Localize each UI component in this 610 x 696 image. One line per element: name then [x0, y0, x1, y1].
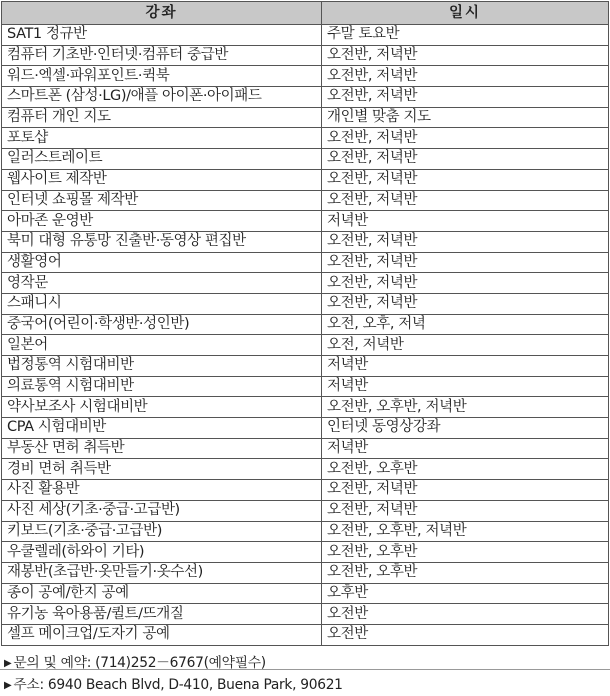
schedule-cell: 오전반, 저녁반	[322, 45, 609, 66]
course-cell: 법정통역 시험대비반	[2, 356, 322, 377]
course-cell: 스마트폰 (삼성·LG)/애플 아이폰·아이패드	[2, 87, 322, 108]
schedule-cell: 저녁반	[322, 376, 609, 397]
table-row	[2, 87, 609, 108]
table-row	[2, 521, 609, 542]
schedule-cell: 오전반, 저녁반	[322, 480, 609, 501]
course-cell: 사진 세상(기초·중급·고급반)	[2, 500, 322, 521]
schedule-cell: 주말 토요반	[322, 25, 609, 46]
schedule-cell: 오전반, 저녁반	[322, 500, 609, 521]
table-row	[2, 149, 609, 170]
table-row	[2, 273, 609, 294]
table-row	[2, 190, 609, 211]
schedule-cell: 오후반	[322, 583, 609, 604]
table-row	[2, 500, 609, 521]
table-row	[2, 107, 609, 128]
course-cell: CPA 시험대비반	[2, 418, 322, 439]
course-cell: 북미 대형 유통망 진출반·동영상 편집반	[2, 231, 322, 252]
class-schedule-table	[1, 1, 609, 646]
table-row	[2, 418, 609, 439]
table-row	[2, 397, 609, 418]
table-row	[2, 624, 609, 645]
schedule-cell: 오전반	[322, 604, 609, 625]
table-row	[2, 314, 609, 335]
course-cell: 영작문	[2, 273, 322, 294]
triangle-marker-icon: ▶	[4, 658, 12, 669]
header-schedule: 일시	[322, 2, 609, 25]
schedule-cell: 오전반, 오후반	[322, 459, 609, 480]
table-row	[2, 45, 609, 66]
course-cell: 웹사이트 제작반	[2, 169, 322, 190]
schedule-cell: 오전반, 저녁반	[322, 293, 609, 314]
schedule-cell: 오전반, 저녁반	[322, 252, 609, 273]
schedule-cell: 오전반, 저녁반	[322, 273, 609, 294]
course-cell: 의료통역 시험대비반	[2, 376, 322, 397]
schedule-cell: 오전반, 오후반, 저녁반	[322, 521, 609, 542]
contact-text: 문의 및 예약: (714)252－6767(예약필수)	[13, 655, 266, 671]
table-row	[2, 604, 609, 625]
table-row	[2, 25, 609, 46]
table-row	[2, 459, 609, 480]
course-cell: 워드·엑셀·파워포인트·퀵북	[2, 66, 322, 87]
schedule-cell: 오전반, 저녁반	[322, 66, 609, 87]
schedule-cell: 오전반	[322, 624, 609, 645]
address-line	[4, 673, 343, 693]
course-cell: 셀프 메이크업/도자기 공예	[2, 624, 322, 645]
table-row	[2, 128, 609, 149]
table-body	[2, 25, 609, 646]
table-row	[2, 293, 609, 314]
schedule-cell: 저녁반	[322, 356, 609, 377]
course-cell: 사진 활용반	[2, 480, 322, 501]
table-row	[2, 583, 609, 604]
triangle-marker-icon: ▶	[4, 680, 12, 691]
table-row	[2, 231, 609, 252]
course-cell: 유기농 육아용품/퀼트/뜨개질	[2, 604, 322, 625]
course-cell: 스패니시	[2, 293, 322, 314]
course-cell: 컴퓨터 기초반·인터넷·컴퓨터 중급반	[2, 45, 322, 66]
schedule-cell: 저녁반	[322, 438, 609, 459]
course-cell: 일러스트레이트	[2, 149, 322, 170]
course-cell: 중국어(어린이·학생반·성인반)	[2, 314, 322, 335]
schedule-cell: 오전반, 오후반	[322, 542, 609, 563]
table-row	[2, 66, 609, 87]
schedule-cell: 오전반, 저녁반	[322, 87, 609, 108]
address-text: 주소: 6940 Beach Blvd, D-410, Buena Park, 90621	[13, 677, 343, 693]
course-cell: 종이 공예/한지 공예	[2, 583, 322, 604]
table-row	[2, 211, 609, 232]
footer-divider	[0, 669, 610, 670]
course-cell: 일본어	[2, 335, 322, 356]
schedule-cell: 인터넷 동영상강좌	[322, 418, 609, 439]
schedule-cell: 오전, 저녁반	[322, 335, 609, 356]
schedule-cell: 오전반, 저녁반	[322, 149, 609, 170]
course-cell: 아마존 운영반	[2, 211, 322, 232]
course-cell: 생활영어	[2, 252, 322, 273]
table-row	[2, 335, 609, 356]
table-row	[2, 438, 609, 459]
course-cell: SAT1 정규반	[2, 25, 322, 46]
schedule-cell: 오전반, 저녁반	[322, 231, 609, 252]
schedule-cell: 오전반, 오후반	[322, 562, 609, 583]
table-header-row	[2, 2, 609, 25]
table-row	[2, 376, 609, 397]
course-cell: 포토샵	[2, 128, 322, 149]
course-cell: 부동산 면허 취득반	[2, 438, 322, 459]
table-row	[2, 562, 609, 583]
table-row	[2, 252, 609, 273]
table-row	[2, 542, 609, 563]
schedule-cell: 저녁반	[322, 211, 609, 232]
course-cell: 인터넷 쇼핑몰 제작반	[2, 190, 322, 211]
table-row	[2, 356, 609, 377]
contact-line	[4, 651, 266, 671]
course-cell: 경비 면허 취득반	[2, 459, 322, 480]
table-row	[2, 480, 609, 501]
course-cell: 재봉반(초급반·옷만들기·옷수선)	[2, 562, 322, 583]
table-row	[2, 169, 609, 190]
schedule-cell: 오전반, 저녁반	[322, 169, 609, 190]
schedule-cell: 오전반, 저녁반	[322, 190, 609, 211]
schedule-cell: 오전반, 오후반, 저녁반	[322, 397, 609, 418]
schedule-cell: 오전반, 저녁반	[322, 128, 609, 149]
schedule-cell: 개인별 맞춤 지도	[322, 107, 609, 128]
header-course: 강좌	[2, 2, 322, 25]
course-cell: 컴퓨터 개인 지도	[2, 107, 322, 128]
course-cell: 약사보조사 시험대비반	[2, 397, 322, 418]
course-cell: 키보드(기초·중급·고급반)	[2, 521, 322, 542]
course-cell: 우쿨렐레(하와이 기타)	[2, 542, 322, 563]
schedule-cell: 오전, 오후, 저녁	[322, 314, 609, 335]
